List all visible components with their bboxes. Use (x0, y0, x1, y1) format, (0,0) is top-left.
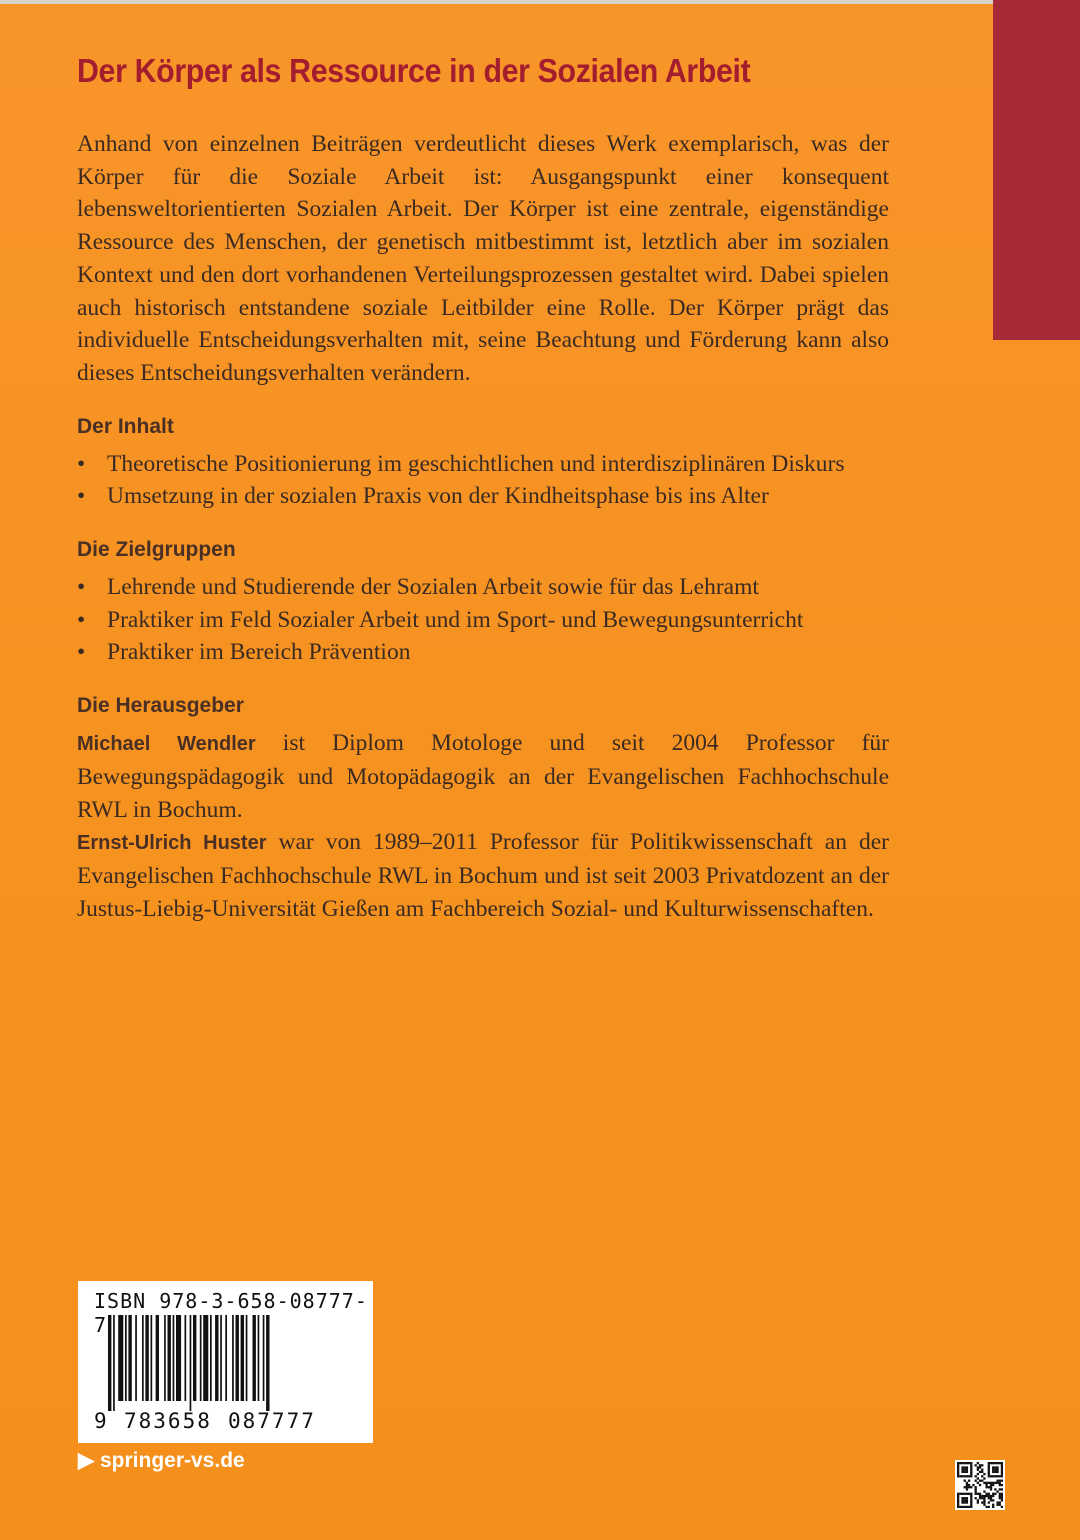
barcode-bar (203, 1315, 208, 1401)
book-title: Der Körper als Ressource in der Sozialen Arbeit (77, 52, 751, 89)
qr-module (999, 1495, 1001, 1497)
qr-module (990, 1462, 992, 1464)
qr-module (977, 1499, 979, 1501)
qr-module (957, 1497, 959, 1499)
qr-module (983, 1473, 985, 1475)
qr-module (964, 1497, 966, 1499)
qr-module (977, 1482, 979, 1484)
qr-module (957, 1504, 959, 1506)
qr-module (966, 1466, 968, 1468)
qr-module (981, 1501, 983, 1503)
qr-module (981, 1480, 983, 1482)
qr-module (977, 1462, 979, 1464)
qr-module (959, 1493, 961, 1495)
qr-module (983, 1497, 985, 1499)
qr-module (1001, 1493, 1003, 1495)
qr-module (964, 1480, 966, 1482)
qr-module (985, 1484, 987, 1486)
qr-module (968, 1462, 970, 1464)
qr-module (970, 1464, 972, 1466)
qr-module (979, 1464, 981, 1466)
qr-module (983, 1504, 985, 1506)
barcode-bar (145, 1315, 148, 1401)
qr-module (983, 1482, 985, 1484)
qr-module (992, 1466, 994, 1468)
qr-module (957, 1493, 959, 1495)
barcode-bar (168, 1315, 171, 1401)
barcode-bar (193, 1315, 196, 1401)
qr-module (999, 1484, 1001, 1486)
qr-module (983, 1490, 985, 1492)
barcode-bar (151, 1315, 153, 1401)
qr-module (964, 1486, 966, 1488)
qr-module (983, 1477, 985, 1479)
qr-module (981, 1495, 983, 1497)
qr-module (990, 1482, 992, 1484)
qr-module (1001, 1488, 1003, 1490)
barcode-bar (220, 1315, 222, 1401)
intro-paragraph: Anhand von einzelnen Beiträgen verdeutlicht dieses Werk exemplarisch, was der Körper für die Soziale Arbeit ist: Ausgangspunkt einer konsequent lebensweltorientierten Sozialen Arbeit. Der Körper ist eine zentrale, eigenständige Ressource des Menschen, der genetisch mitbestimmt ist, letztlich aber im sozialen Kontext und den dort vorhandenen Verteilungsprozessen gestaltet wird. Dabei spielen auch historisch entstandene soziale Leitbilder eine Rolle. Der Körper prägt das individuelle Entscheidungsverhalten mit, seine Beachtung und Förderung kann also dieses Entscheidungsverhalten verändern. (77, 131, 889, 386)
qr-module (975, 1486, 977, 1488)
qr-module (988, 1462, 990, 1464)
qr-module (988, 1501, 990, 1503)
qr-module (977, 1493, 979, 1495)
qr-module (996, 1504, 998, 1506)
qr-module (975, 1480, 977, 1482)
qr-module (996, 1482, 998, 1484)
qr-module (992, 1471, 994, 1473)
barcode-bar (135, 1315, 137, 1401)
qr-module (977, 1477, 979, 1479)
qr-module (988, 1506, 990, 1508)
qr-module (994, 1469, 996, 1471)
qr-module (994, 1488, 996, 1490)
qr-module (961, 1475, 963, 1477)
qr-module (975, 1475, 977, 1477)
qr-module (961, 1501, 963, 1503)
barcode-bar (125, 1315, 127, 1401)
qr-module (970, 1486, 972, 1488)
qr-module (990, 1486, 992, 1488)
qr-module (988, 1473, 990, 1475)
qr-module (996, 1480, 998, 1482)
qr-module (988, 1471, 990, 1473)
barcode-digit-first: 9 (94, 1409, 109, 1433)
qr-module (966, 1469, 968, 1471)
qr-module (999, 1501, 1001, 1503)
qr-module (968, 1484, 970, 1486)
qr-module (992, 1495, 994, 1497)
qr-module (961, 1469, 963, 1471)
qr-module (966, 1497, 968, 1499)
qr-module (981, 1464, 983, 1466)
qr-module (966, 1501, 968, 1503)
qr-module (970, 1475, 972, 1477)
qr-module (996, 1475, 998, 1477)
qr-module (992, 1462, 994, 1464)
qr-module (994, 1475, 996, 1477)
barcode-bar (246, 1315, 248, 1401)
qr-module (977, 1501, 979, 1503)
qr-module (990, 1475, 992, 1477)
qr-module (961, 1506, 963, 1508)
barcode-bars (88, 1315, 363, 1415)
qr-module (999, 1482, 1001, 1484)
editor-bio-huster: Ernst-Ulrich Huster war von 1989–2011 Professor für Politikwissenschaft an der Evangelischen Fachhochschule RWL in Bochum und ist seit 2003 Privatdozent an der Justus-Liebig-Universität Gießen am Fachbereich Sozial- und Kulturwissenschaften. (77, 829, 889, 922)
qr-module (994, 1466, 996, 1468)
qr-module (1001, 1466, 1003, 1468)
qr-module (977, 1473, 979, 1475)
qr-module (970, 1493, 972, 1495)
barcode-bar (176, 1315, 181, 1401)
qr-module (961, 1497, 963, 1499)
barcode-bar (185, 1315, 187, 1401)
qr-module (957, 1471, 959, 1473)
isbn-barcode (78, 1281, 373, 1443)
qr-module (970, 1473, 972, 1475)
editor-bio-wendler: Michael Wendler ist Diplom Motologe und seit 2004 Professor für Bewegungspädagogik und Motopädagogik an der Evangelischen Fachhochschule RWL in Bochum. (77, 730, 889, 823)
qr-module (996, 1466, 998, 1468)
qr-module (988, 1466, 990, 1468)
qr-module (966, 1462, 968, 1464)
qr-module (999, 1475, 1001, 1477)
qr-module (970, 1469, 972, 1471)
qr-module (988, 1475, 990, 1477)
qr-module (970, 1504, 972, 1506)
qr-module (957, 1466, 959, 1468)
qr-module (1001, 1497, 1003, 1499)
qr-module (966, 1499, 968, 1501)
qr-module (966, 1488, 968, 1490)
qr-module (959, 1462, 961, 1464)
qr-module (966, 1493, 968, 1495)
barcode-digits-left: 783658 (124, 1409, 212, 1433)
barcode-digits-right: 087777 (228, 1409, 316, 1433)
qr-module (961, 1466, 963, 1468)
qr-module (994, 1482, 996, 1484)
section-heading-inhalt: Der Inhalt (77, 414, 174, 438)
qr-module (1001, 1495, 1003, 1497)
qr-module (1001, 1475, 1003, 1477)
isbn-label: ISBN 978-3-658-08777-7 (94, 1289, 368, 1337)
list-item: • Praktiker im Bereich Prävention (77, 636, 889, 669)
qr-module (975, 1497, 977, 1499)
qr-module (964, 1471, 966, 1473)
qr-module (990, 1497, 992, 1499)
qr-module (970, 1499, 972, 1501)
qr-module (988, 1497, 990, 1499)
qr-module (975, 1488, 977, 1490)
qr-module (979, 1495, 981, 1497)
qr-module (964, 1501, 966, 1503)
qr-module (992, 1493, 994, 1495)
barcode-bar (113, 1315, 115, 1411)
qr-module (990, 1499, 992, 1501)
qr-code-icon (957, 1462, 1003, 1508)
qr-module (957, 1469, 959, 1471)
inhalt-list (77, 448, 889, 513)
cover-top-edge (0, 0, 1080, 4)
qr-module (970, 1501, 972, 1503)
qr-module (975, 1493, 977, 1495)
qr-module (957, 1473, 959, 1475)
qr-module (1001, 1506, 1003, 1508)
qr-module (988, 1486, 990, 1488)
qr-module (979, 1493, 981, 1495)
barcode-bar (253, 1315, 256, 1401)
qr-module (966, 1471, 968, 1473)
list-item: • Umsetzung in der sozialen Praxis von der Kindheitsphase bis ins Alter (77, 480, 889, 513)
qr-module (968, 1486, 970, 1488)
qr-module (975, 1490, 977, 1492)
list-item: • Theoretische Positionierung im geschichtlichen und interdisziplinären Diskurs (77, 448, 889, 481)
qr-module (964, 1462, 966, 1464)
qr-module (992, 1506, 994, 1508)
barcode-bar (164, 1315, 166, 1401)
barcode-bar (118, 1315, 123, 1401)
qr-module (970, 1497, 972, 1499)
qr-module (999, 1480, 1001, 1482)
qr-module (988, 1469, 990, 1471)
qr-module (992, 1482, 994, 1484)
qr-module (970, 1495, 972, 1497)
qr-module (957, 1506, 959, 1508)
barcode-bar (232, 1315, 234, 1401)
qr-module (983, 1499, 985, 1501)
qr-module (961, 1499, 963, 1501)
qr-module (999, 1488, 1001, 1490)
qr-module (996, 1469, 998, 1471)
qr-module (994, 1493, 996, 1495)
qr-module (966, 1482, 968, 1484)
qr-module (992, 1484, 994, 1486)
qr-module (957, 1501, 959, 1503)
qr-module (979, 1484, 981, 1486)
qr-module (979, 1480, 981, 1482)
qr-module (988, 1493, 990, 1495)
qr-module (964, 1469, 966, 1471)
qr-module (981, 1469, 983, 1471)
zielgruppen-list (77, 571, 889, 669)
qr-module (999, 1493, 1001, 1495)
qr-module (1001, 1462, 1003, 1464)
qr-module (1001, 1484, 1003, 1486)
barcode-bar (258, 1315, 260, 1401)
list-item: • Praktiker im Feld Sozialer Arbeit und im Sport- und Bewegungsunterricht (77, 604, 889, 637)
qr-module (961, 1471, 963, 1473)
qr-module (994, 1471, 996, 1473)
qr-module (979, 1497, 981, 1499)
qr-module (992, 1504, 994, 1506)
barcode-bar (225, 1315, 227, 1401)
barcode-bar (215, 1315, 218, 1401)
barcode-bar (156, 1315, 159, 1401)
qr-module (968, 1493, 970, 1495)
qr-module (970, 1471, 972, 1473)
qr-module (979, 1471, 981, 1473)
qr-module (959, 1506, 961, 1508)
qr-module (968, 1475, 970, 1477)
qr-module (981, 1471, 983, 1473)
qr-module (985, 1482, 987, 1484)
qr-module (975, 1464, 977, 1466)
qr-module (957, 1475, 959, 1477)
bullet-icon: • (77, 606, 86, 633)
qr-module (996, 1462, 998, 1464)
qr-module (961, 1462, 963, 1464)
barcode-bar (263, 1315, 265, 1401)
qr-module (977, 1466, 979, 1468)
cover-text-block (77, 48, 889, 925)
list-item: • Lehrende und Studierende der Sozialen Arbeit sowie für das Lehramt (77, 571, 889, 604)
qr-module (979, 1466, 981, 1468)
qr-module (985, 1495, 987, 1497)
spine-color-band (993, 0, 1080, 340)
qr-module (996, 1501, 998, 1503)
qr-module (1001, 1469, 1003, 1471)
bullet-icon: • (77, 639, 86, 666)
qr-module (968, 1480, 970, 1482)
qr-module (1001, 1464, 1003, 1466)
qr-module (970, 1506, 972, 1508)
qr-module (988, 1482, 990, 1484)
qr-module (983, 1501, 985, 1503)
qr-module (992, 1469, 994, 1471)
qr-module (981, 1475, 983, 1477)
qr-module (990, 1488, 992, 1490)
qr-module (966, 1475, 968, 1477)
barcode-bar (200, 1315, 202, 1401)
qr-module (983, 1495, 985, 1497)
qr-module (1001, 1473, 1003, 1475)
qr-module (996, 1490, 998, 1492)
barcode-bar (142, 1315, 144, 1401)
qr-module (992, 1499, 994, 1501)
bullet-icon: • (77, 450, 86, 477)
editor-name: Michael Wendler (77, 733, 256, 756)
barcode-bar (236, 1315, 239, 1401)
qr-module (957, 1499, 959, 1501)
qr-module (970, 1462, 972, 1464)
qr-module (966, 1486, 968, 1488)
qr-module (994, 1462, 996, 1464)
qr-module (992, 1475, 994, 1477)
qr-module (966, 1484, 968, 1486)
qr-module (957, 1464, 959, 1466)
qr-module (988, 1495, 990, 1497)
section-heading-herausgeber: Die Herausgeber (77, 694, 244, 718)
qr-module (977, 1469, 979, 1471)
qr-module (964, 1466, 966, 1468)
qr-module (990, 1495, 992, 1497)
section-heading-zielgruppen: Die Zielgruppen (77, 538, 236, 562)
barcode-bar (266, 1315, 269, 1411)
qr-module (996, 1471, 998, 1473)
qr-module (964, 1493, 966, 1495)
qr-module (1001, 1499, 1003, 1501)
qr-module (957, 1462, 959, 1464)
publisher-link[interactable]: ▶ springer-vs.de (78, 1449, 245, 1472)
qr-module (990, 1484, 992, 1486)
barcode-bar (210, 1315, 212, 1401)
barcode-bar (173, 1315, 175, 1401)
qr-module (964, 1506, 966, 1508)
qr-module (972, 1484, 974, 1486)
barcode-bar (108, 1315, 111, 1411)
qr-module (970, 1466, 972, 1468)
qr-module (981, 1497, 983, 1499)
editor-name: Ernst-Ulrich Huster (77, 832, 267, 855)
qr-code (955, 1460, 1005, 1510)
qr-module (988, 1464, 990, 1466)
qr-module (999, 1462, 1001, 1464)
qr-module (957, 1495, 959, 1497)
qr-module (999, 1497, 1001, 1499)
qr-module (964, 1475, 966, 1477)
qr-module (968, 1506, 970, 1508)
bullet-icon: • (77, 483, 86, 510)
qr-module (966, 1506, 968, 1508)
qr-module (985, 1486, 987, 1488)
qr-module (1001, 1480, 1003, 1482)
bullet-icon: • (77, 574, 86, 601)
qr-module (959, 1475, 961, 1477)
qr-module (1001, 1471, 1003, 1473)
barcode-bar (128, 1315, 131, 1401)
qr-module (964, 1499, 966, 1501)
qr-module (985, 1506, 987, 1508)
qr-module (961, 1493, 963, 1495)
barcode-bar (241, 1315, 244, 1401)
qr-module (999, 1504, 1001, 1506)
qr-module (985, 1493, 987, 1495)
barcode-bar (190, 1315, 192, 1411)
